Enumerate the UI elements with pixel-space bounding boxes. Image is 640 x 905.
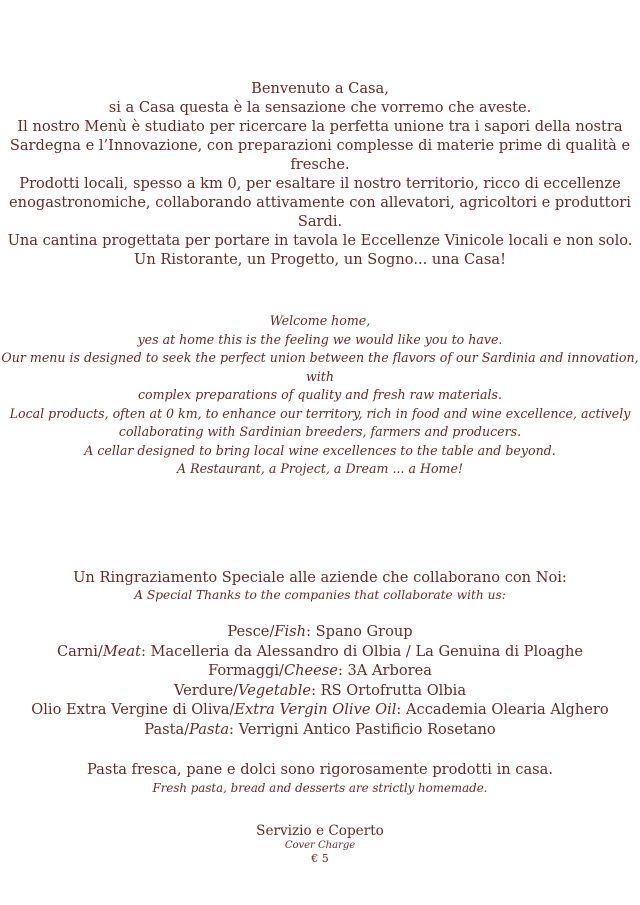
intro-en-line: Local products, often at 0 km, to enhance our territory, rich in food and wine excellence, actively [9,405,631,421]
supplier-list [0,622,640,740]
intro-line: fresche. [290,156,350,173]
cover-title: Servizio e Coperto [256,823,384,839]
supplier-name: Accademia Olearia Alghero [405,701,609,719]
supplier-name: RS Ortofrutta Olbia [320,681,467,699]
supplier-category-it: Olio Extra Vergine di Oliva/ [31,701,235,719]
cover-charge-en [0,840,640,851]
supplier-category-it: Verdure/ [173,681,239,699]
supplier-category-it: Pasta/ [144,720,190,738]
supplier-row [0,720,640,740]
supplier-category-en: Cheese [283,662,338,680]
intro-en-line: collaborating with Sardinian breeders, farmers and producers. [118,424,522,439]
supplier-row [0,642,640,662]
thanks-title-en: A Special Thanks to the companies that collaborate with us: [134,588,506,602]
intro-line: Benvenuto a Casa, [251,80,389,97]
supplier-separator: : [396,701,406,719]
intro-line: Sardi. [297,213,343,230]
supplier-name: Verrigni Antico Pastificio Rosetano [238,720,496,738]
intro-en-line: Welcome home, [269,313,371,328]
homemade-note [0,760,640,779]
supplier-category-en: Pasta [189,720,230,738]
homemade-it: Pasta fresca, pane e dolci sono rigorosamente prodotti in casa. [87,761,553,778]
intro-line: Una cantina progettata per portare in tavola le Eccellenze Vinicole locali e non solo. [7,232,633,249]
thanks-title [0,568,640,587]
thanks-title-it: Un Ringraziamento Speciale alle aziende che collaborano con Noi: [73,569,567,586]
supplier-category-it: Formaggi/ [208,662,284,680]
supplier-category-it: Pesce/ [227,623,275,640]
intro-english [0,312,640,479]
intro-en-line: yes at home this is the feeling we would like you to have. [137,331,503,347]
supplier-separator: : [140,642,151,660]
intro-en-line: A cellar designed to bring local wine excellences to the table and beyond. [84,442,556,458]
supplier-row [0,700,640,720]
supplier-category-en: Meat [102,642,141,660]
intro-en-line: complex preparations of quality and fresh raw materials. [138,387,502,402]
supplier-separator: : [337,662,348,680]
supplier-row [0,622,640,642]
supplier-row [0,681,640,701]
intro-line: Un Ristorante, un Progetto, un Sogno... una Casa! [134,251,506,268]
cover-subtitle: Cover Charge [284,840,356,851]
cover-charge-price [0,852,640,865]
supplier-category-en: Fish [274,623,307,640]
supplier-name: 3A Arborea [347,662,432,680]
supplier-name: Macelleria da Alessandro di Olbia / La Genuina di Ploaghe [150,642,583,660]
intro-en-line: A Restaurant, a Project, a Dream ... a Home! [176,461,464,476]
intro-en-line: Our menu is designed to seek the perfect union between the flavors of our Sardinia and innovation, with [1,350,639,384]
supplier-separator: : [229,720,239,738]
thanks-subtitle [0,588,640,602]
supplier-separator: : [306,623,316,640]
homemade-note-en [0,781,640,795]
cover-charge [0,823,640,839]
cover-price: € 5 [311,852,329,865]
supplier-name: Spano Group [315,623,413,640]
supplier-category-en: Vegetable [238,681,312,699]
supplier-row [0,661,640,681]
intro-line: enogastronomiche, collaborando attivamente con allevatori, agricoltori e produttori [9,194,631,211]
intro-line: Prodotti locali, spesso a km 0, per esaltare il nostro territorio, ricco di eccellenze [19,175,621,192]
homemade-en: Fresh pasta, bread and desserts are strictly homemade. [152,781,488,795]
intro-line: Sardegna e l’Innovazione, con preparazioni complesse di materie prime di qualità e [9,137,631,154]
supplier-category-en: Extra Vergin Olive Oil [234,701,397,719]
supplier-category-it: Carni/ [56,642,103,660]
intro-italian [0,79,640,269]
intro-line: Il nostro Menù è studiato per ricercare la perfetta unione tra i sapori della nostra [17,118,623,135]
intro-line: si a Casa questa è la sensazione che vorremo che aveste. [108,99,532,116]
supplier-separator: : [311,681,321,699]
